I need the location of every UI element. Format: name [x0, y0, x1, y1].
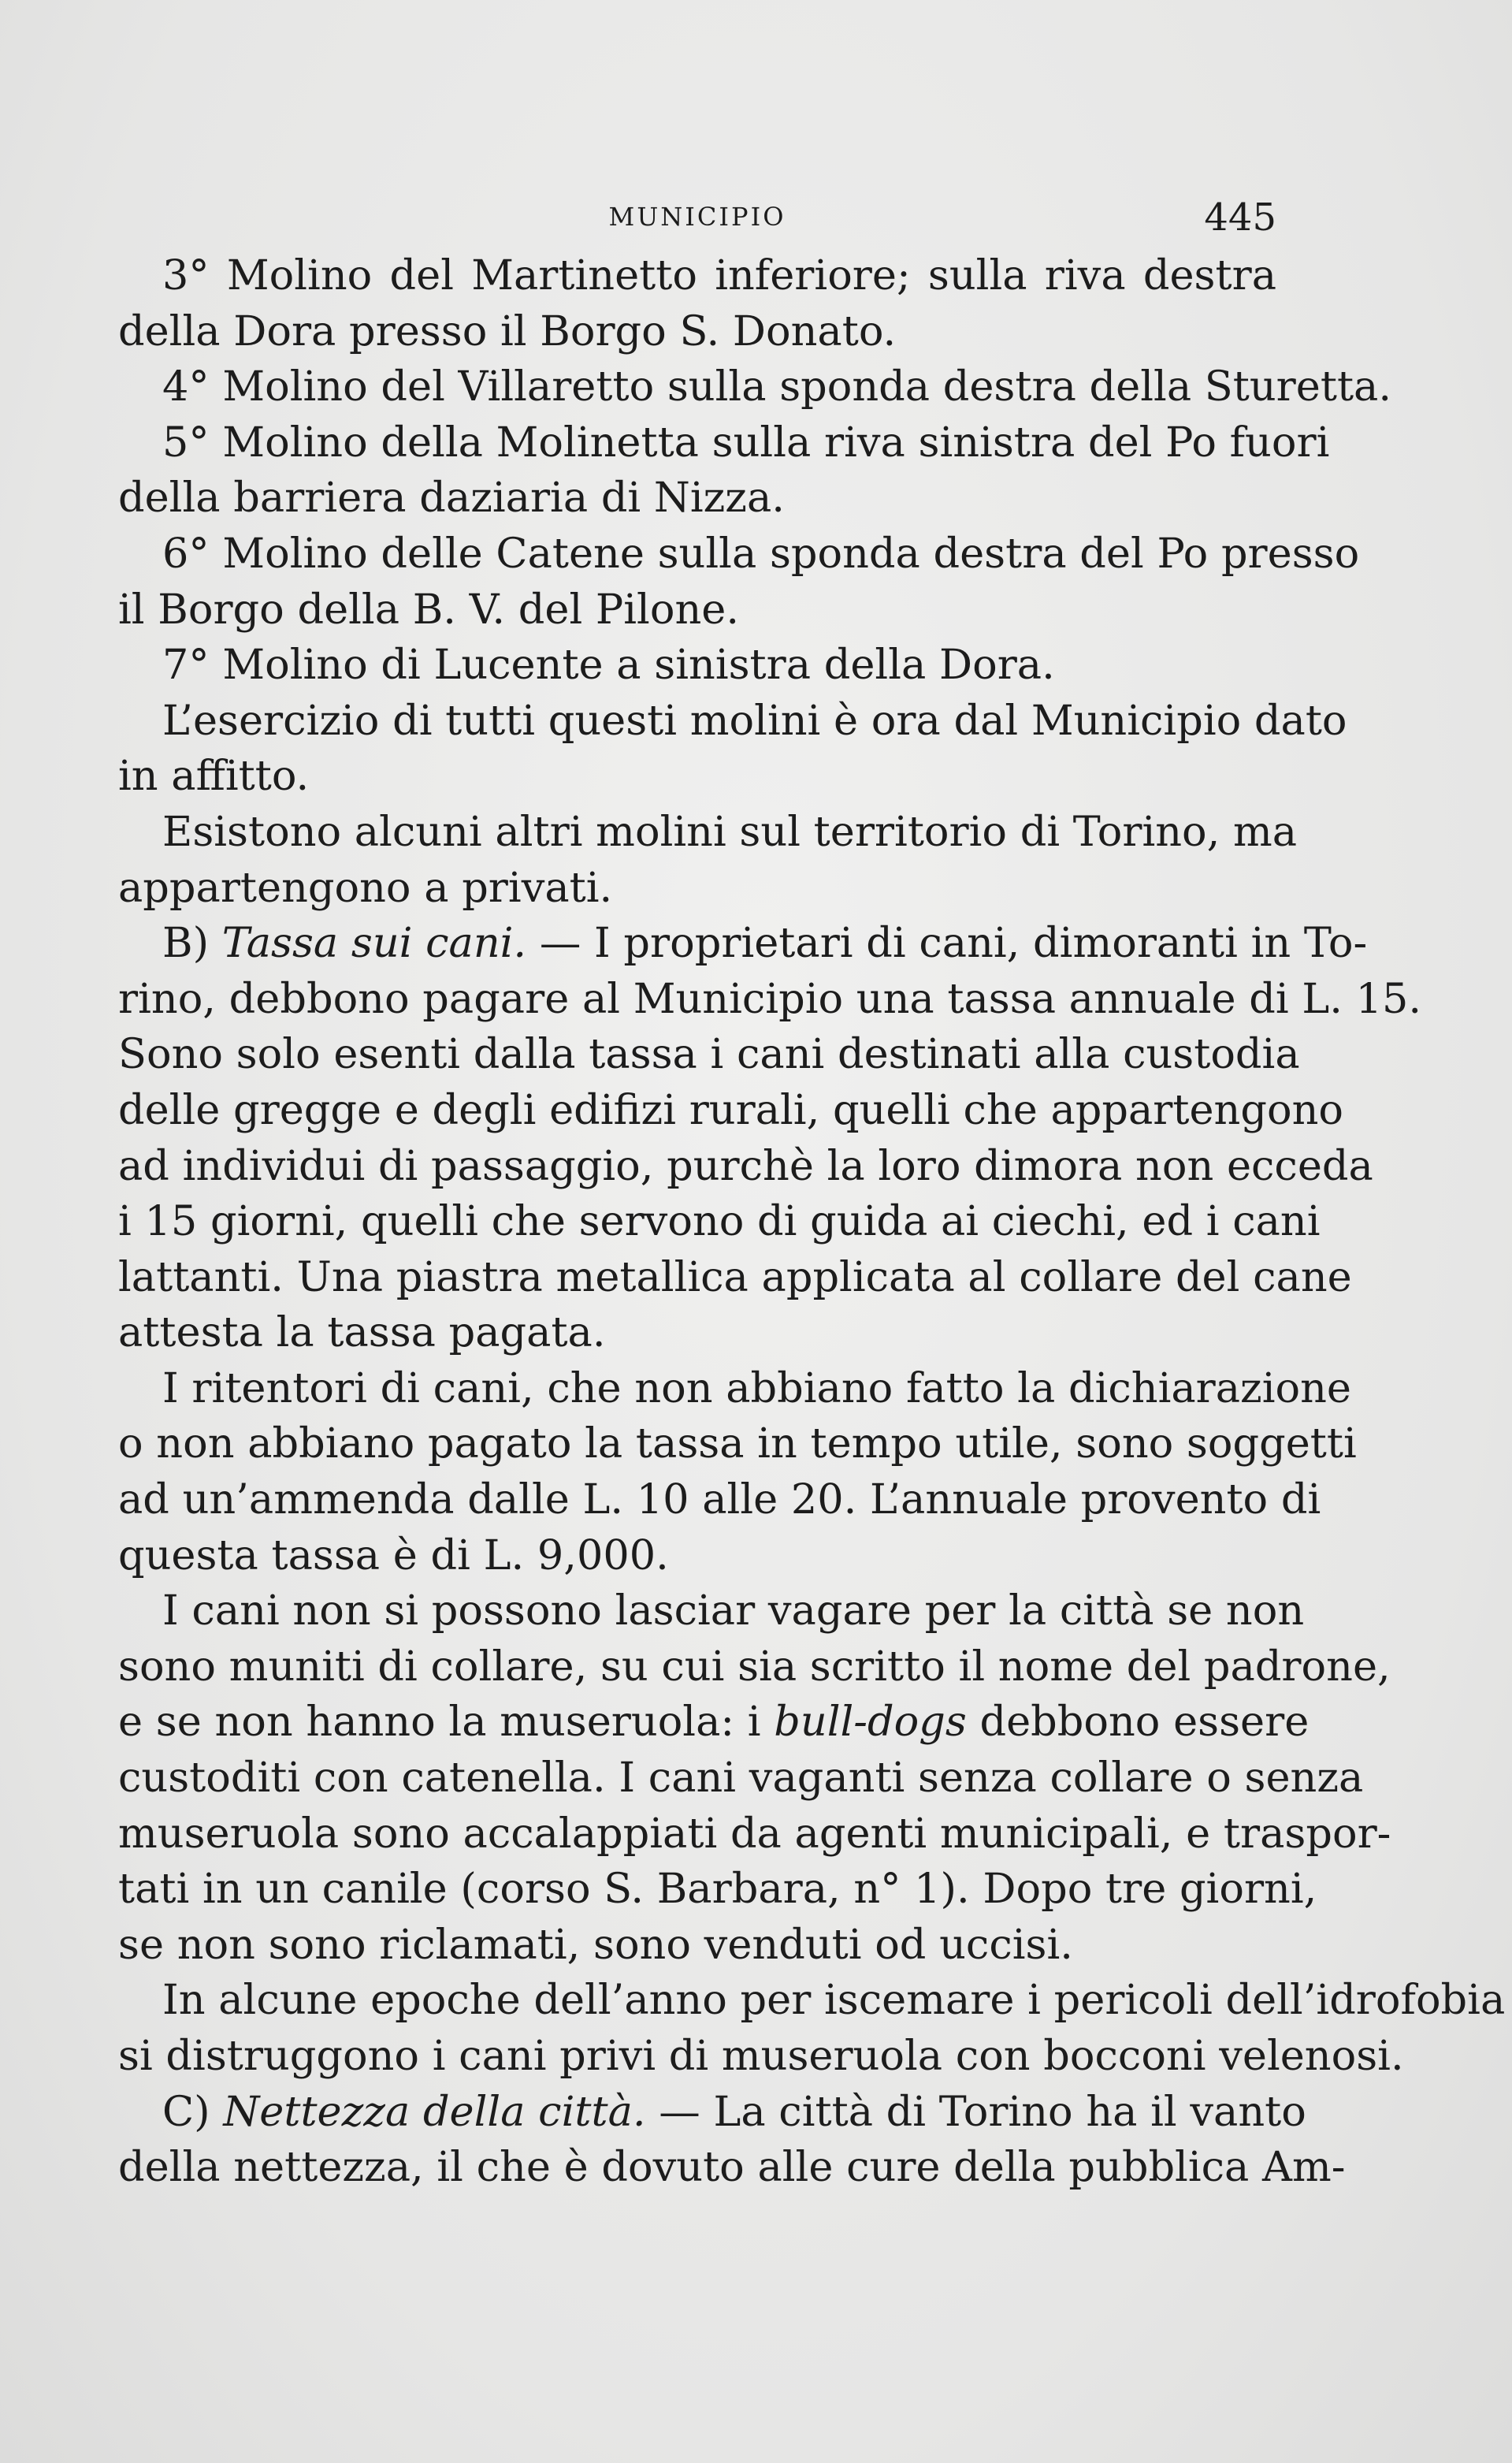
- italic-term-bulldogs: bull-dogs: [774, 1698, 967, 1747]
- text-line: della Dora presso il Borgo S. Donato.: [118, 307, 897, 355]
- text-line: — I proprietari di cani, dimoranti in To-: [539, 919, 1368, 968]
- text-line: i 15 giorni, quelli che servono di guida ai ciechi, ed i cani: [118, 1197, 1321, 1246]
- section-c-heading-line: [118, 2085, 1306, 2141]
- section-c-title: Nettezza della città.: [223, 2087, 646, 2136]
- text-line: rino, debbono pagare al Municipio una tassa annuale di L. 15.: [118, 974, 1422, 1023]
- text-line: I ritentori di cani, che non abbiano fatto la dichiarazione: [162, 1364, 1351, 1412]
- text-line: Esistono alcuni altri molini sul territorio di Torino, ma: [162, 807, 1298, 856]
- text-line: il Borgo della B. V. del Pilone.: [118, 585, 740, 634]
- text-line: della nettezza, il che è dovuto alle cure della pubblica Am-: [118, 2143, 1346, 2192]
- section-c-marker: C): [162, 2087, 210, 2136]
- text-line: 7° Molino di Lucente a sinistra della Dora.: [162, 641, 1055, 690]
- text-line: ad un’ammenda dalle L. 10 alle 20. L’annuale provento di: [118, 1475, 1321, 1524]
- text-line: In alcune epoche dell’anno per iscemare i pericoli dell’idrofobia: [162, 1976, 1506, 2025]
- text-line: L’esercizio di tutti questi molini è ora dal Municipio dato: [162, 696, 1347, 745]
- text-line: debbono essere: [979, 1698, 1310, 1747]
- text-line: 6° Molino delle Catene sulla sponda destra del Po presso: [162, 529, 1360, 578]
- text-line: questa tassa è di L. 9,000.: [118, 1531, 669, 1579]
- text-line: 4° Molino del Villaretto sulla sponda destra della Sturetta.: [162, 363, 1392, 411]
- text-line: in affitto.: [118, 752, 310, 801]
- text-line: appartengono a privati.: [118, 863, 613, 912]
- text-line: e se non hanno la museruola: i: [118, 1698, 761, 1747]
- text-line: — La città di Torino ha il vanto: [659, 2087, 1306, 2136]
- text-line: si distruggono i cani privi di museruola con bocconi velenosi.: [118, 2032, 1404, 2080]
- text-line: museruola sono accalappiati da agenti municipali, e traspor-: [118, 1809, 1391, 1858]
- text-line: lattanti. Una piastra metallica applicata al collare del cane: [118, 1252, 1352, 1301]
- page-number: 445: [1204, 195, 1276, 240]
- text-line: della barriera daziaria di Nizza.: [118, 474, 785, 523]
- text-line: sono muniti di collare, su cui sia scritto il nome del padrone,: [118, 1642, 1391, 1691]
- text-line: o non abbiano pagato la tassa in tempo utile, sono soggetti: [118, 1419, 1357, 1468]
- text-line: tati in un canile (corso S. Barbara, n° 1). Dopo tre giorni,: [118, 1865, 1317, 1914]
- text-line: ad individui di passaggio, purchè la loro dimora non ecceda: [118, 1141, 1373, 1190]
- section-b-marker: B): [162, 919, 210, 968]
- text-line: 3° Molino del Martinetto inferiore; sulla riva destra: [162, 251, 1276, 300]
- running-head: MUNICIPIO: [608, 202, 786, 232]
- text-line: attesta la tassa pagata.: [118, 1308, 606, 1357]
- text-line: se non sono riclamati, sono venduti od uccisi.: [118, 1920, 1073, 1969]
- text-line: I cani non si possono lasciar vagare per la città se non: [162, 1587, 1305, 1635]
- bulldogs-line: [118, 1695, 1310, 1751]
- text-line: delle gregge e degli edifizi rurali, quelli che appartengono: [118, 1085, 1344, 1134]
- section-b-title: Tassa sui cani.: [221, 919, 527, 968]
- text-line: 5° Molino della Molinetta sulla riva sinistra del Po fuori: [162, 418, 1330, 467]
- page-header: [118, 195, 1276, 243]
- body-text: [118, 248, 1506, 2196]
- text-line: Sono solo esenti dalla tassa i cani destinati alla custodia: [118, 1030, 1300, 1079]
- section-b-heading-line: [118, 916, 1368, 972]
- text-line: custoditi con catenella. I cani vaganti senza collare o senza: [118, 1754, 1364, 1803]
